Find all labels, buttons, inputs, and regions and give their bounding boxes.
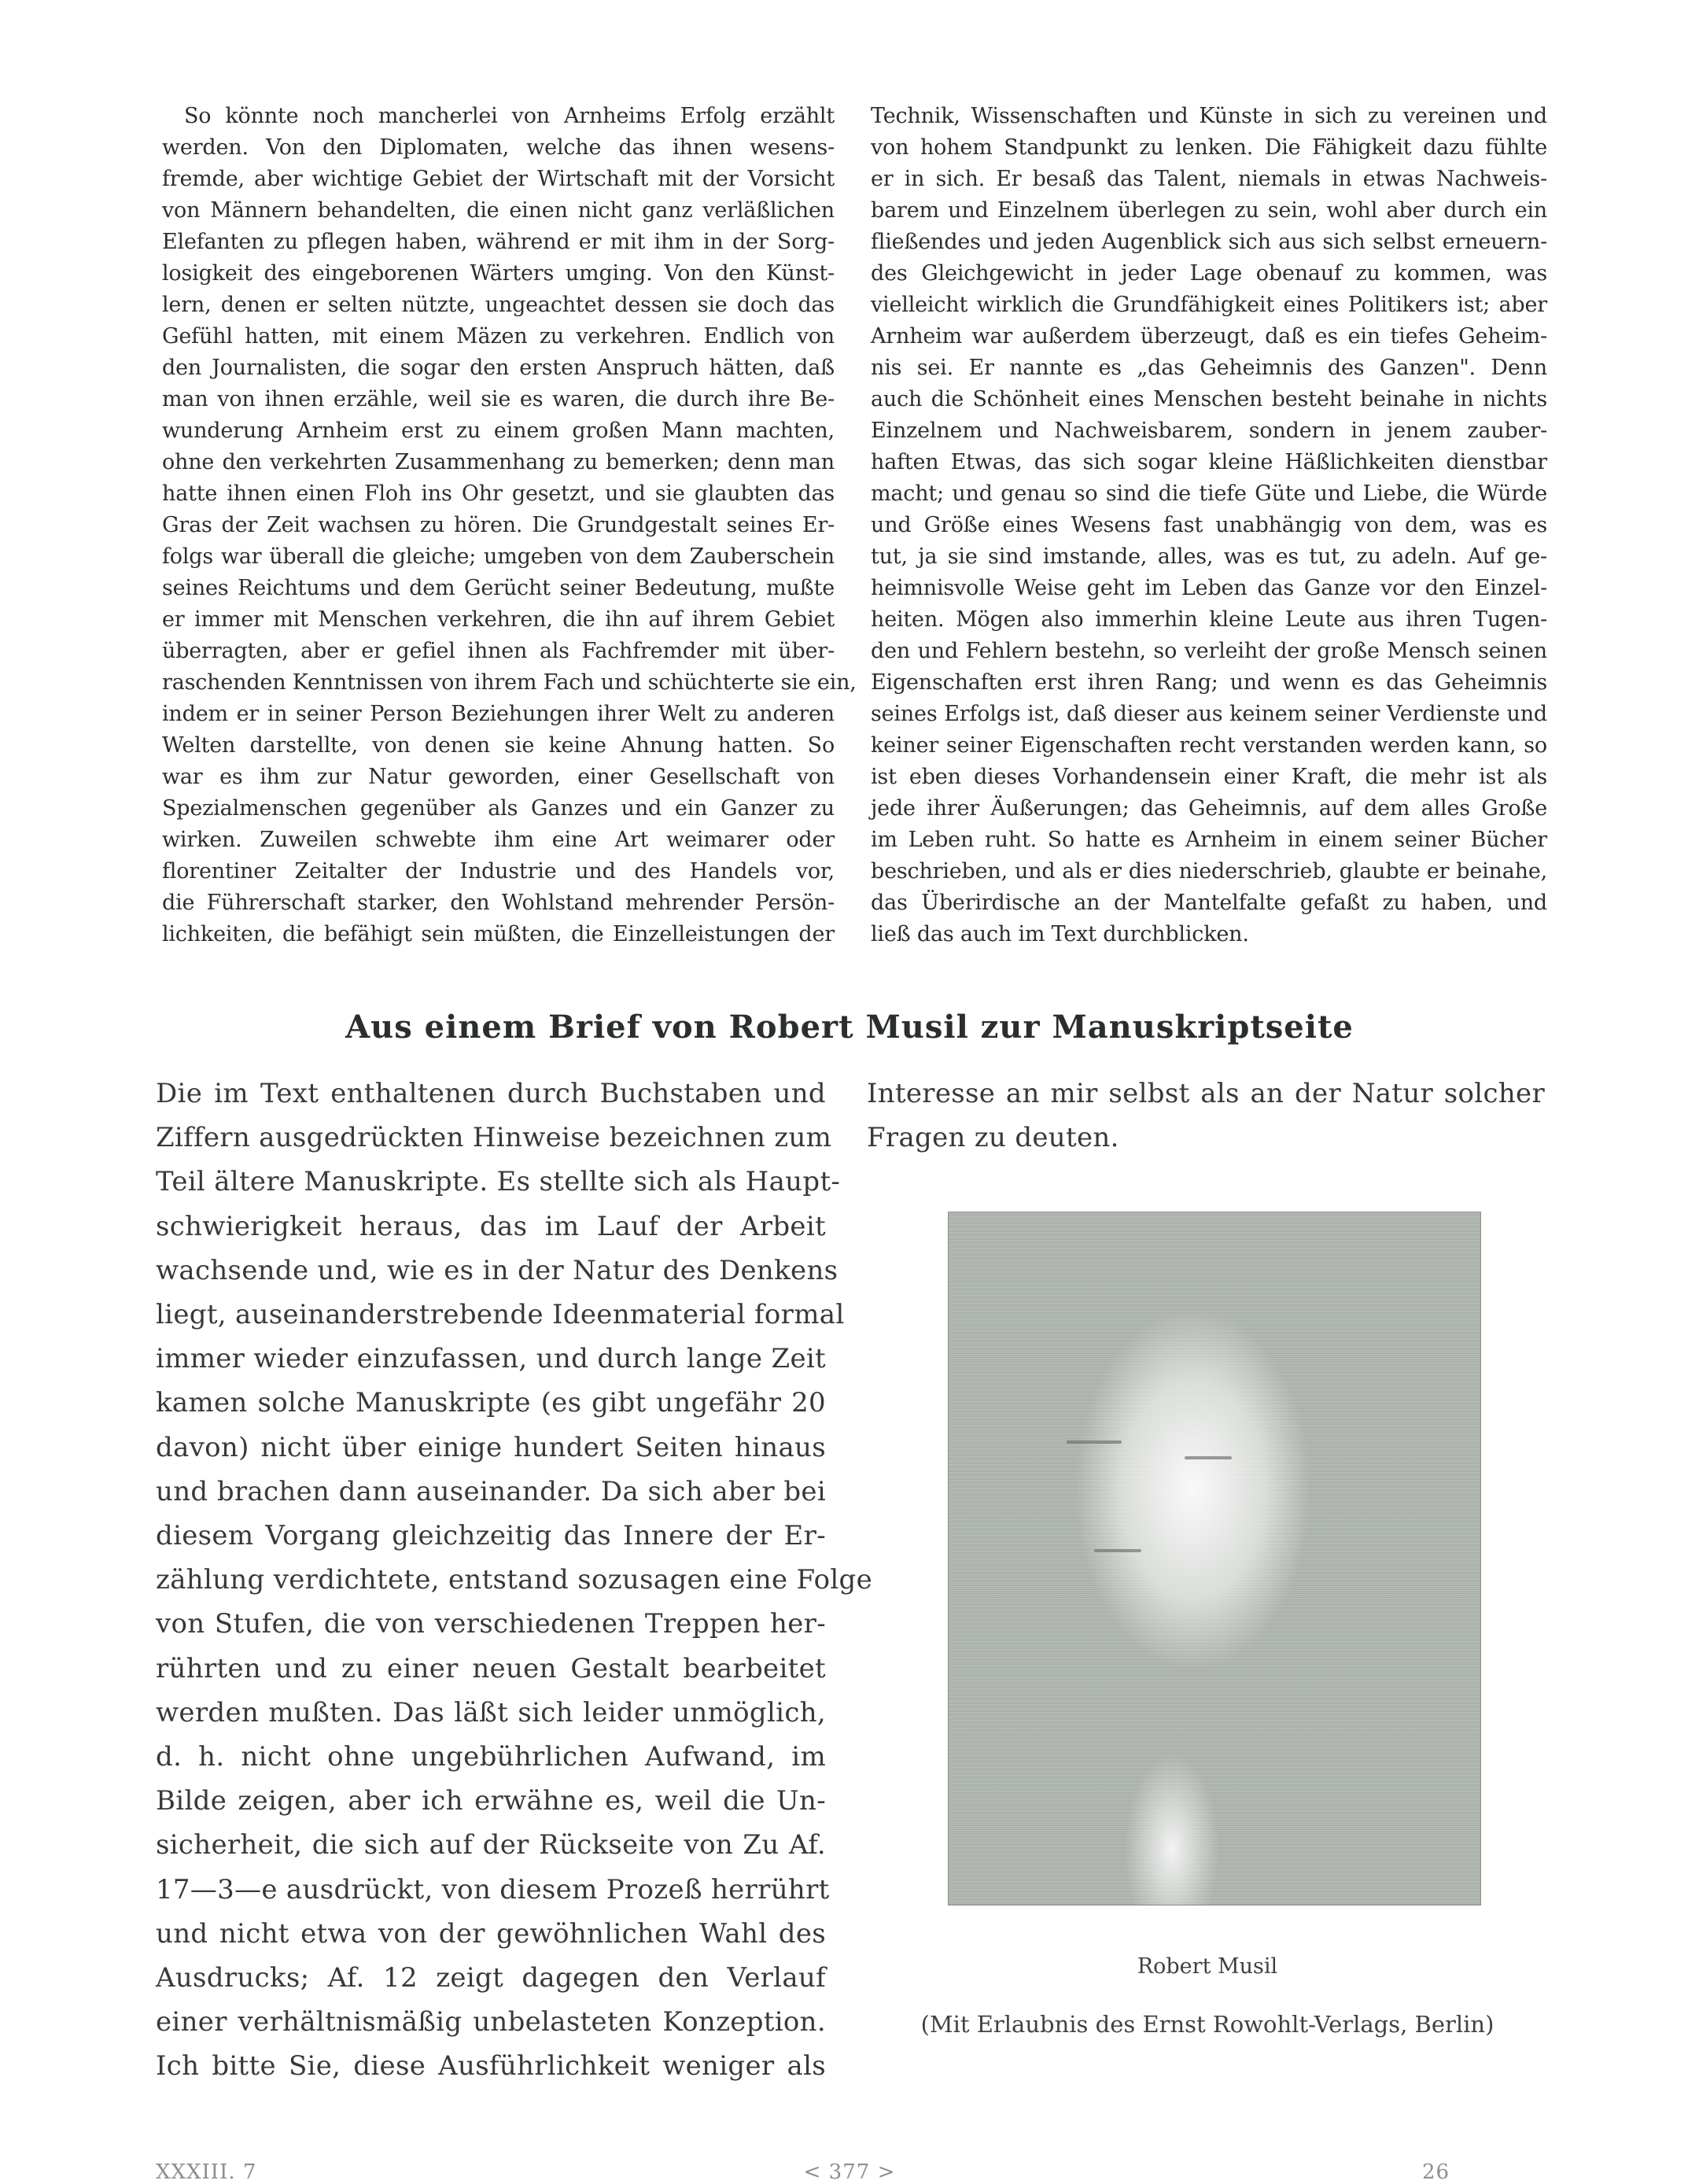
text-line: hatte ihnen einen Floh ins Ohr gesetzt, und sie glaubten das	[162, 481, 835, 506]
text-line: Ziffern ausgedrückten Hinweise bezeichnen zum	[156, 1122, 832, 1154]
text-line: folgs war überall die gleiche; umgeben von dem Zauberschein	[162, 544, 835, 569]
portrait-photo	[948, 1212, 1481, 1905]
text-line: fließendes und jeden Augenblick sich aus sich selbst erneuern-	[871, 230, 1547, 254]
text-line: und Größe eines Wesens fast unabhängig von dem, was es	[871, 513, 1547, 537]
text-line: einer verhältnismäßig unbelasteten Konzeption.	[156, 2006, 826, 2038]
text-line: heimnisvolle Weise geht im Leben das Ganze vor den Einzel-	[871, 576, 1547, 600]
text-line: Interesse an mir selbst als an der Natur solcher	[867, 1078, 1545, 1109]
text-line: Eigenschaften erst ihren Rang; und wenn es das Geheimnis	[871, 670, 1547, 695]
text-line: wirken. Zuweilen schwebte ihm eine Art weimarer oder	[162, 828, 835, 852]
article-right-column	[871, 101, 1547, 950]
text-line: nis sei. Er nannte es „das Geheimnis des Ganzen". Denn	[871, 356, 1547, 380]
text-line: wunderung Arnheim erst zu einem großen Mann machten,	[162, 419, 835, 443]
article-left-column	[162, 101, 857, 950]
text-line: Einzelnem und Nachweisbarem, sondern in jenem zauber-	[871, 419, 1547, 443]
text-line: d. h. nicht ohne ungebührlichen Aufwand, im	[156, 1741, 826, 1773]
footer-signature: 26	[1422, 2160, 1450, 2184]
text-line: überragten, aber er gefiel ihnen als Fachfremder mit über-	[162, 639, 835, 663]
photo-caption-name: Robert Musil	[1137, 1954, 1278, 1979]
text-line: er in sich. Er besaß das Talent, niemals in etwas Nachweis-	[871, 167, 1547, 191]
text-line: er immer mit Menschen verkehren, die ihn auf ihrem Gebiet	[162, 607, 835, 632]
text-line: des Gleichgewicht in jeder Lage obenauf zu kommen, was	[871, 261, 1547, 286]
text-line: heiten. Mögen also immerhin kleine Leute aus ihren Tugen-	[871, 607, 1547, 632]
text-line: lichkeiten, die befähigt sein müßten, die Einzelleistungen der	[162, 922, 835, 946]
text-line: jede ihrer Äußerungen; das Geheimnis, auf dem alles Große	[871, 796, 1547, 821]
text-line: kamen solche Manuskripte (es gibt ungefähr 20	[156, 1387, 826, 1419]
text-line: Teil ältere Manuskripte. Es stellte sich als Haupt-	[156, 1166, 841, 1198]
text-line: immer wieder einzufassen, und durch lange Zeit	[156, 1343, 826, 1375]
text-line: seines Reichtums und dem Gerücht seiner Bedeutung, mußte	[162, 576, 835, 600]
text-line: auch die Schönheit eines Menschen besteht beinahe in nichts	[871, 387, 1547, 411]
text-line: das Überirdische an der Mantelfalte gefaßt zu haben, und	[871, 891, 1547, 915]
footer-page-number: < 377 >	[803, 2160, 896, 2184]
text-line: Technik, Wissenschaften und Künste in sich zu vereinen und	[871, 104, 1547, 128]
text-line: Bilde zeigen, aber ich erwähne es, weil die Un-	[156, 1785, 826, 1817]
text-line: ließ das auch im Text durchblicken.	[871, 922, 1249, 946]
text-line: sicherheit, die sich auf der Rückseite von Zu Af.	[156, 1829, 826, 1861]
text-line: den Journalisten, die sogar den ersten Anspruch hätten, daß	[162, 356, 835, 380]
footer-volume: XXXIII. 7	[156, 2160, 257, 2184]
text-line: Fragen zu deuten.	[867, 1122, 1119, 1154]
text-line: die Führerschaft starker, den Wohlstand mehrender Persön-	[162, 891, 835, 915]
text-line: 17—3—e ausdrückt, von diesem Prozeß herrührt	[156, 1873, 830, 1905]
text-line: Spezialmenschen gegenüber als Ganzes und ein Ganzer zu	[162, 796, 835, 821]
text-line: raschenden Kenntnissen von ihrem Fach und schüchterte sie ein,	[162, 670, 857, 695]
letter-right-column	[867, 1072, 1545, 1160]
text-line: Arnheim war außerdem überzeugt, daß es ein tiefes Geheim-	[871, 324, 1547, 349]
text-line: schwierigkeit heraus, das im Lauf der Arbeit	[156, 1210, 826, 1242]
text-line: vielleicht wirklich die Grundfähigkeit eines Politikers ist; aber	[871, 293, 1547, 317]
text-line: von Stufen, die von verschiedenen Treppen her-	[156, 1608, 826, 1640]
text-line: florentiner Zeitalter der Industrie und des Handels vor,	[162, 859, 835, 884]
text-line: seines Erfolgs ist, daß dieser aus keinem seiner Verdienste und	[871, 702, 1547, 726]
text-line: diesem Vorgang gleichzeitig das Innere der Er-	[156, 1520, 826, 1552]
text-line: beschrieben, und als er dies niederschrieb, glaubte er beinahe,	[871, 859, 1547, 884]
text-line: rührten und zu einer neuen Gestalt bearbeitet	[156, 1652, 826, 1684]
text-line: man von ihnen erzähle, weil sie es waren, die durch ihre Be-	[162, 387, 835, 411]
text-line: keiner seiner Eigenschaften recht verstanden werden kann, so	[871, 733, 1547, 758]
text-line: und brachen dann auseinander. Da sich aber bei	[156, 1475, 826, 1507]
text-line: ohne den verkehrten Zusammenhang zu bemerken; denn man	[162, 450, 835, 474]
text-line: Gras der Zeit wachsen zu hören. Die Grundgestalt seines Er-	[162, 513, 835, 537]
text-line: fremde, aber wichtige Gebiet der Wirtschaft mit der Vorsicht	[162, 167, 835, 191]
text-line: von Männern behandelten, die einen nicht ganz verläßlichen	[162, 198, 835, 223]
section-heading: Aus einem Brief von Robert Musil zur Manuskriptseite	[345, 1009, 1354, 1046]
text-line: lern, denen er selten nützte, ungeachtet dessen sie doch das	[162, 293, 835, 317]
text-line: im Leben ruht. So hatte es Arnheim in einem seiner Bücher	[871, 828, 1547, 852]
text-line: Ausdrucks; Af. 12 zeigt dagegen den Verlauf	[156, 1962, 826, 1994]
text-line: werden mußten. Das läßt sich leider unmöglich,	[156, 1696, 826, 1728]
text-line: Welten darstellte, von denen sie keine Ahnung hatten. So	[162, 733, 835, 758]
text-line: losigkeit des eingeborenen Wärters umging. Von den Künst-	[162, 261, 835, 286]
text-line: So könnte noch mancherlei von Arnheims Erfolg erzählt	[184, 104, 835, 128]
text-line: tut, ja sie sind imstande, alles, was es tut, zu adeln. Auf ge-	[871, 544, 1547, 569]
portrait-eye-right	[1185, 1456, 1232, 1459]
portrait-eye-left	[1067, 1441, 1122, 1444]
text-line: war es ihm zur Natur geworden, einer Gesellschaft von	[162, 765, 835, 789]
text-line: Elefanten zu pflegen haben, während er mit ihm in der Sorg-	[162, 230, 835, 254]
text-line: den und Fehlern bestehn, so verleiht der große Mensch seinen	[871, 639, 1547, 663]
photo-caption-credit: (Mit Erlaubnis des Ernst Rowohlt-Verlags, Berlin)	[920, 2011, 1494, 2038]
text-line: und nicht etwa von der gewöhnlichen Wahl des	[156, 1917, 826, 1950]
text-line: Ich bitte Sie, diese Ausführlichkeit weniger als	[156, 2050, 826, 2083]
text-line: Die im Text enthaltenen durch Buchstaben und	[156, 1078, 826, 1109]
text-line: von hohem Standpunkt zu lenken. Die Fähigkeit dazu fühlte	[871, 135, 1547, 160]
portrait-mouth	[1094, 1549, 1141, 1552]
letter-left-column	[156, 1072, 873, 2089]
text-line: ist eben dieses Vorhandensein einer Kraft, die mehr ist als	[871, 765, 1547, 789]
text-line: barem und Einzelnem überlegen zu sein, wohl aber durch ein	[871, 198, 1547, 223]
text-line: Gefühl hatten, mit einem Mäzen zu verkehren. Endlich von	[162, 324, 835, 349]
text-line: macht; und genau so sind die tiefe Güte und Liebe, die Würde	[871, 481, 1547, 506]
text-line: werden. Von den Diplomaten, welche das ihnen wesens-	[162, 135, 835, 160]
text-line: liegt, auseinanderstrebende Ideenmaterial formal	[156, 1299, 845, 1331]
text-line: indem er in seiner Person Beziehungen ihrer Welt zu anderen	[162, 702, 835, 726]
text-line: zählung verdichtete, entstand sozusagen eine Folge	[156, 1564, 873, 1596]
text-line: haften Etwas, das sich sogar kleine Häßlichkeiten dienstbar	[871, 450, 1547, 474]
text-line: wachsende und, wie es in der Natur des Denkens	[156, 1254, 838, 1286]
text-line: davon) nicht über einige hundert Seiten hinaus	[156, 1431, 826, 1463]
